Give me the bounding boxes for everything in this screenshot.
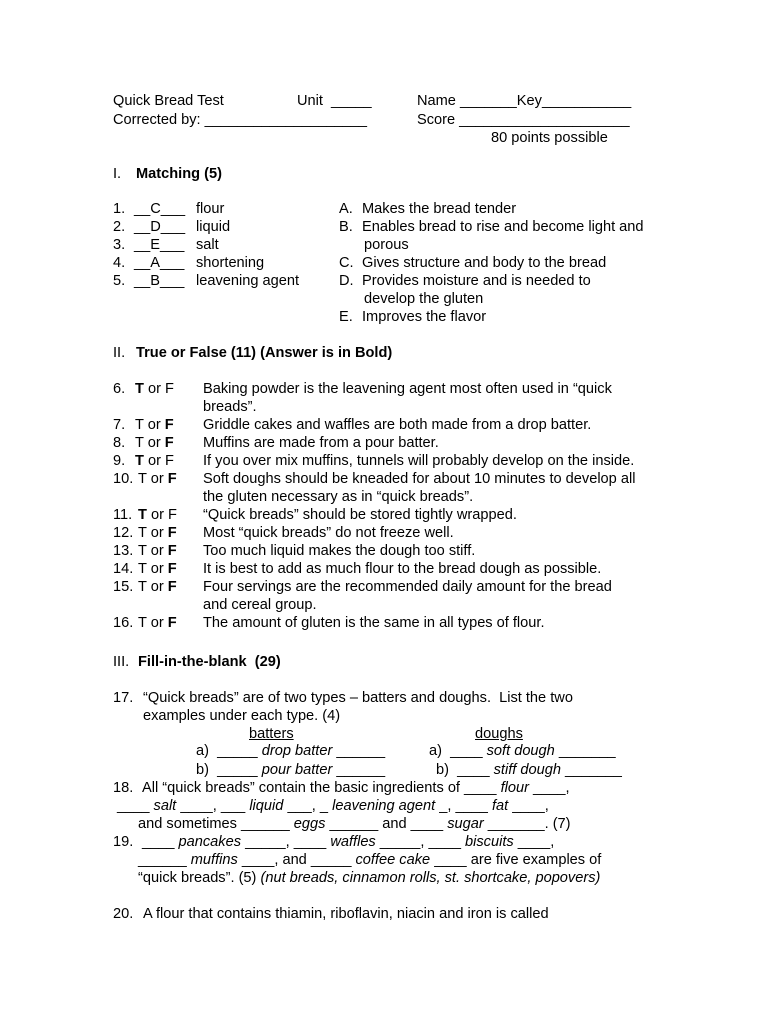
question-text: ____ are five examples of <box>434 852 602 868</box>
doughs-heading: doughs <box>475 726 523 742</box>
blank: _______. (7) <box>487 816 571 832</box>
batters-heading: batters <box>249 726 294 742</box>
blank: ____, <box>533 780 570 796</box>
answer: stiff dough <box>493 762 561 778</box>
false-option: F <box>167 615 177 631</box>
item-number: 13. <box>113 543 134 559</box>
answer: biscuits <box>465 834 514 850</box>
answer: pancakes <box>178 834 242 850</box>
fill-row <box>436 761 622 779</box>
option-text-cont: porous <box>364 237 409 253</box>
tf-choice <box>138 614 177 632</box>
fill-row <box>196 742 385 760</box>
blank: _, ____ <box>439 798 488 814</box>
or-text: or <box>150 561 164 577</box>
false-option: F <box>164 417 174 433</box>
item-number: 2. <box>113 219 126 235</box>
false-option: F <box>167 579 177 595</box>
tf-choice <box>138 560 177 578</box>
or-text: or <box>147 453 161 469</box>
section-numeral: I. <box>113 166 122 182</box>
option-text: Gives structure and body to the bread <box>362 255 607 271</box>
or-text: or <box>150 615 164 631</box>
question-text: “Quick breads” are of two types – batters and doughs. List the two <box>143 690 573 706</box>
item-number: 3. <box>113 237 126 253</box>
or-text: or <box>147 435 161 451</box>
row-label: b) <box>436 762 449 778</box>
blank: ____ <box>142 834 175 850</box>
answer: waffles <box>330 834 376 850</box>
row-label: b) <box>196 762 209 778</box>
corrected-by-field: Corrected by: ____________________ <box>113 112 367 128</box>
option-text: Enables bread to rise and become light and <box>362 219 644 235</box>
false-option: F <box>167 561 177 577</box>
test-title: Quick Bread Test <box>113 93 224 109</box>
statement-text: Baking powder is the leavening agent most often used in “quick <box>203 381 612 397</box>
option-letter: C. <box>339 255 354 271</box>
true-option: T <box>135 417 144 433</box>
statement-text: Too much liquid makes the dough too stiff. <box>203 543 476 559</box>
row-label: a) <box>196 743 209 759</box>
false-option: F <box>165 453 174 469</box>
true-option: T <box>138 615 147 631</box>
answer: fat <box>491 798 509 814</box>
tf-choice <box>138 524 177 542</box>
matching-answer: __C___ <box>134 201 186 217</box>
answer: sugar <box>447 816 484 832</box>
option-letter: B. <box>339 219 353 235</box>
blank: ___, _ <box>287 798 329 814</box>
blank: ____ <box>117 798 150 814</box>
blank: ____ <box>457 762 490 778</box>
true-option: T <box>135 453 144 469</box>
tf-choice <box>138 470 177 488</box>
statement-text: Griddle cakes and waffles are both made from a drop batter. <box>203 417 592 433</box>
item-number: 17. <box>113 690 134 706</box>
item-number: 18. <box>113 780 134 796</box>
item-number: 5. <box>113 273 126 289</box>
statement-text-cont: and cereal group. <box>203 597 317 613</box>
item-number: 15. <box>113 579 134 595</box>
true-option: T <box>138 471 147 487</box>
question-text: “quick breads”. (5) <box>138 870 257 886</box>
blank: _____, ____ <box>379 834 461 850</box>
blank: _____ <box>217 743 258 759</box>
or-text: or <box>150 507 164 523</box>
statement-text: “Quick breads” should be stored tightly wrapped. <box>203 507 517 523</box>
false-option: F <box>167 471 177 487</box>
answer: coffee cake <box>355 852 431 868</box>
false-option: F <box>164 435 174 451</box>
or-text: or <box>147 381 161 397</box>
matching-term: shortening <box>196 255 265 271</box>
false-option: F <box>168 507 177 523</box>
section-numeral: III. <box>113 654 130 670</box>
true-option: T <box>138 525 147 541</box>
matching-answer: __D___ <box>134 219 186 235</box>
item-number: 20. <box>113 906 134 922</box>
item-number: 11. <box>113 507 133 523</box>
tf-choice <box>138 506 177 524</box>
item-number: 4. <box>113 255 126 271</box>
blank: _____ <box>217 762 258 778</box>
true-option: T <box>138 507 147 523</box>
true-option: T <box>138 579 147 595</box>
or-text: or <box>147 417 161 433</box>
blank: ______ <box>336 762 386 778</box>
option-text: Makes the bread tender <box>362 201 517 217</box>
answer: flour <box>500 780 529 796</box>
matching-term: salt <box>196 237 219 253</box>
question-line <box>117 797 549 815</box>
question-text: All “quick breads” contain the basic ingredients of ____ <box>142 780 497 796</box>
question-line <box>138 851 601 869</box>
matching-term: flour <box>196 201 225 217</box>
item-number: 9. <box>113 453 126 469</box>
answer-note: (nut breads, cinnamon rolls, st. shortcake, popovers) <box>260 870 601 886</box>
fill-row <box>429 742 616 760</box>
tf-choice <box>135 452 174 470</box>
true-option: T <box>135 381 144 397</box>
statement-text: Four servings are the recommended daily amount for the bread <box>203 579 612 595</box>
item-number: 14. <box>113 561 134 577</box>
option-text-cont: develop the gluten <box>364 291 484 307</box>
statement-text: Soft doughs should be kneaded for about 10 minutes to develop all <box>203 471 636 487</box>
tf-choice <box>138 542 177 560</box>
answer: salt <box>153 798 177 814</box>
tf-choice <box>135 416 174 434</box>
section-numeral: II. <box>113 345 126 361</box>
statement-text-cont: the gluten necessary as in “quick breads”. <box>203 489 474 505</box>
question-text: A flour that contains thiamin, riboflavin, niacin and iron is called <box>143 906 549 922</box>
blank: _______ <box>558 743 616 759</box>
matching-term: leavening agent <box>196 273 300 289</box>
question-text: and sometimes ______ <box>138 816 290 832</box>
option-text: Improves the flavor <box>362 309 487 325</box>
section-title: Fill-in-the-blank (29) <box>138 654 281 670</box>
row-label: a) <box>429 743 442 759</box>
unit-field: Unit _____ <box>297 93 372 109</box>
points-possible: 80 points possible <box>491 130 608 146</box>
answer: eggs <box>293 816 326 832</box>
matching-answer: __B___ <box>134 273 185 289</box>
statement-text: It is best to add as much flour to the bread dough as possible. <box>203 561 602 577</box>
tf-choice <box>135 434 174 452</box>
item-number: 12. <box>113 525 134 541</box>
tf-choice <box>138 578 177 596</box>
section-title: True or False (11) (Answer is in Bold) <box>136 345 393 361</box>
matching-answer: __E___ <box>134 237 185 253</box>
blank: ______ <box>336 743 386 759</box>
or-text: or <box>150 471 164 487</box>
or-text: or <box>150 543 164 559</box>
section-title: Matching (5) <box>136 166 222 182</box>
question-line <box>138 869 600 887</box>
statement-text: Muffins are made from a pour batter. <box>203 435 439 451</box>
item-number: 16. <box>113 615 134 631</box>
question-text: examples under each type. (4) <box>143 708 341 724</box>
item-number: 7. <box>113 417 126 433</box>
blank: _____, ____ <box>245 834 327 850</box>
false-option: F <box>167 543 177 559</box>
item-number: 8. <box>113 435 126 451</box>
item-number: 19. <box>113 834 134 850</box>
true-option: T <box>138 543 147 559</box>
question-line <box>138 815 571 833</box>
statement-text: Most “quick breads” do not freeze well. <box>203 525 454 541</box>
statement-text: If you over mix muffins, tunnels will probably develop on the inside. <box>203 453 635 469</box>
false-option: F <box>167 525 177 541</box>
name-field: Name _______Key___________ <box>417 93 632 109</box>
answer: drop batter <box>261 743 333 759</box>
score-field: Score _____________________ <box>417 112 630 128</box>
answer: liquid <box>249 798 284 814</box>
answer: pour batter <box>261 762 333 778</box>
statement-text-cont: breads”. <box>203 399 257 415</box>
blank: ____, and _____ <box>241 852 352 868</box>
blank: ____ <box>450 743 483 759</box>
or-text: or <box>150 579 164 595</box>
answer: leavening agent <box>332 798 436 814</box>
matching-answer: __A___ <box>134 255 185 271</box>
false-option: F <box>165 381 174 397</box>
question-line <box>142 779 570 797</box>
blank: _______ <box>565 762 622 778</box>
option-letter: D. <box>339 273 354 289</box>
true-option: T <box>138 561 147 577</box>
statement-text: The amount of gluten is the same in all types of flour. <box>203 615 545 631</box>
option-letter: E. <box>339 309 353 325</box>
item-number: 10. <box>113 471 134 487</box>
option-letter: A. <box>339 201 353 217</box>
answer: soft dough <box>486 743 555 759</box>
matching-term: liquid <box>196 219 231 235</box>
option-text: Provides moisture and is needed to <box>362 273 591 289</box>
item-number: 6. <box>113 381 126 397</box>
fill-row <box>196 761 385 779</box>
blank: ____, <box>517 834 555 850</box>
question-line <box>142 833 554 851</box>
item-number: 1. <box>113 201 126 217</box>
blank: ______ <box>138 852 187 868</box>
or-text: or <box>150 525 164 541</box>
blank: ____, ___ <box>180 798 246 814</box>
true-option: T <box>135 435 144 451</box>
blank: ____, <box>512 798 549 814</box>
tf-choice <box>135 380 174 398</box>
answer: muffins <box>190 852 238 868</box>
question-text: ______ and ____ <box>329 816 444 832</box>
